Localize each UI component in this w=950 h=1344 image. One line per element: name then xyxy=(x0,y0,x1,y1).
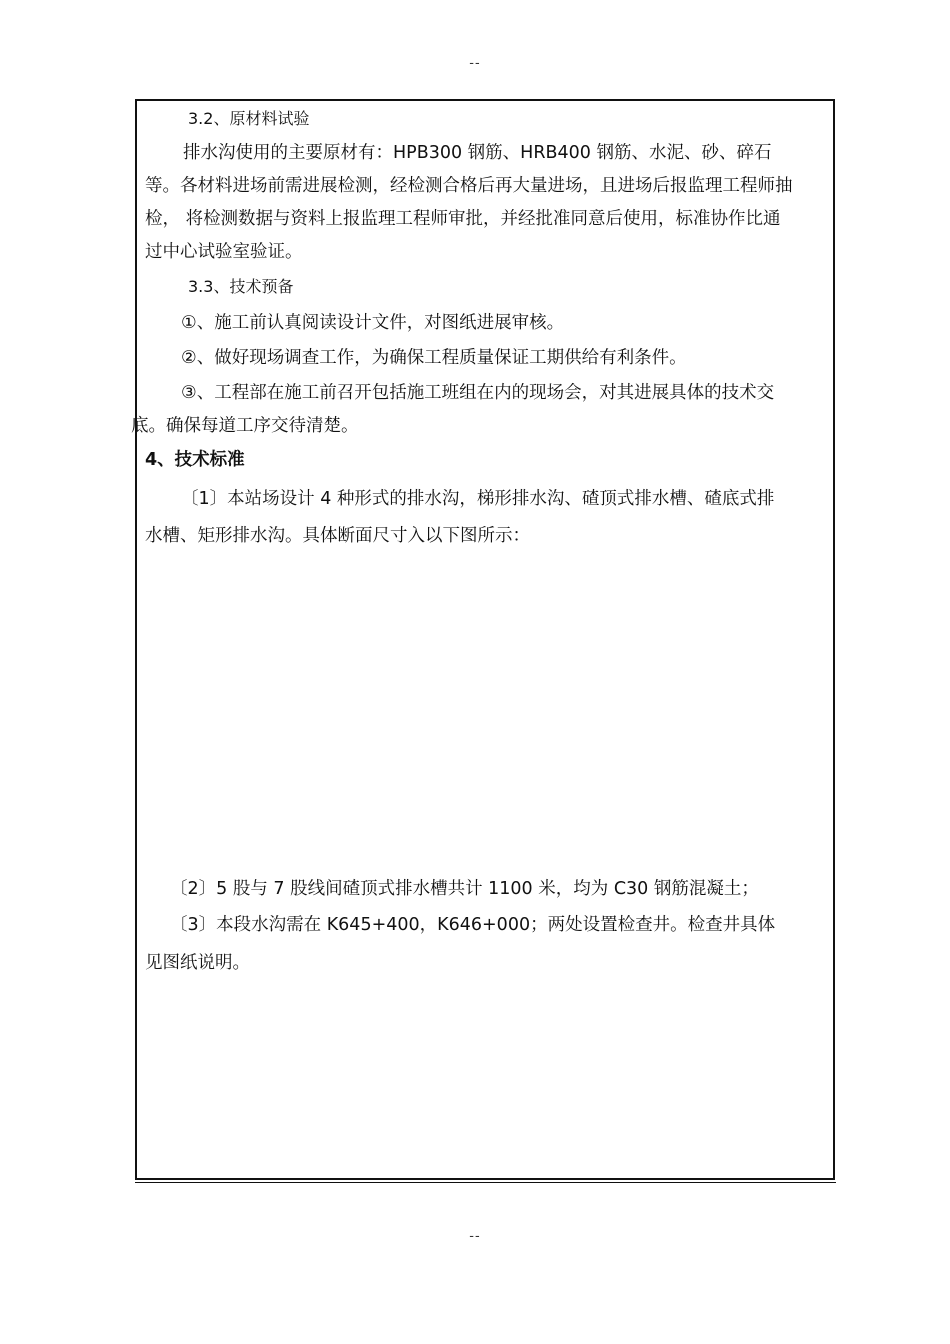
section-3-2-line-4: 过中心试验室验证。 xyxy=(145,242,303,262)
section-4-para-1-line-2: 水槽、矩形排水沟。具体断面尺寸入以下图所示： xyxy=(145,526,530,546)
page-footer-marker: -- xyxy=(469,1229,481,1244)
section-4-heading: 4、技术标准 xyxy=(145,450,245,470)
section-3-2-line-3: 检， 将检测数据与资料上报监理工程师审批，并经批准同意后使用，标准协作比通 xyxy=(145,209,781,229)
section-4-para-3-line-2: 见图纸说明。 xyxy=(145,953,250,973)
section-3-2-line-1: 排水沟使用的主要原材有：HPB300 钢筋、HRB400 钢筋、水泥、砂、碎石 xyxy=(183,143,772,163)
section-4-para-1-line-1: 〔1〕本站场设计 4 种形式的排水沟，梯形排水沟、碴顶式排水槽、碴底式排 xyxy=(181,489,775,509)
frame-bottom-rule xyxy=(135,1182,836,1183)
section-3-3-heading: 3.3、技术预备 xyxy=(188,277,294,296)
figure-placeholder-area xyxy=(145,560,830,860)
section-3-3-item-3-continued: 底。确保每道工序交待清楚。 xyxy=(131,416,359,436)
section-4-para-3-line-1: 〔3〕本段水沟需在 K645+400，K646+000；两处设置检查井。检查井具体 xyxy=(170,915,776,935)
section-3-3-item-1: ①、施工前认真阅读设计文件，对图纸进展审核。 xyxy=(181,313,565,333)
section-4-para-2: 〔2〕5 股与 7 股线间碴顶式排水槽共计 1100 米，均为 C30 钢筋混凝土； xyxy=(170,879,759,899)
section-3-2-line-2: 等。各材料进场前需进展检测，经检测合格后再大量进场，且进场后报监理工程师抽 xyxy=(145,176,793,196)
section-3-2-heading: 3.2、原材料试验 xyxy=(188,109,310,128)
section-3-3-item-3: ③、工程部在施工前召开包括施工班组在内的现场会，对其进展具体的技术交 xyxy=(181,383,775,403)
page-header-marker: -- xyxy=(469,56,481,71)
section-3-3-item-2: ②、做好现场调查工作，为确保工程质量保证工期供给有利条件。 xyxy=(181,348,687,368)
